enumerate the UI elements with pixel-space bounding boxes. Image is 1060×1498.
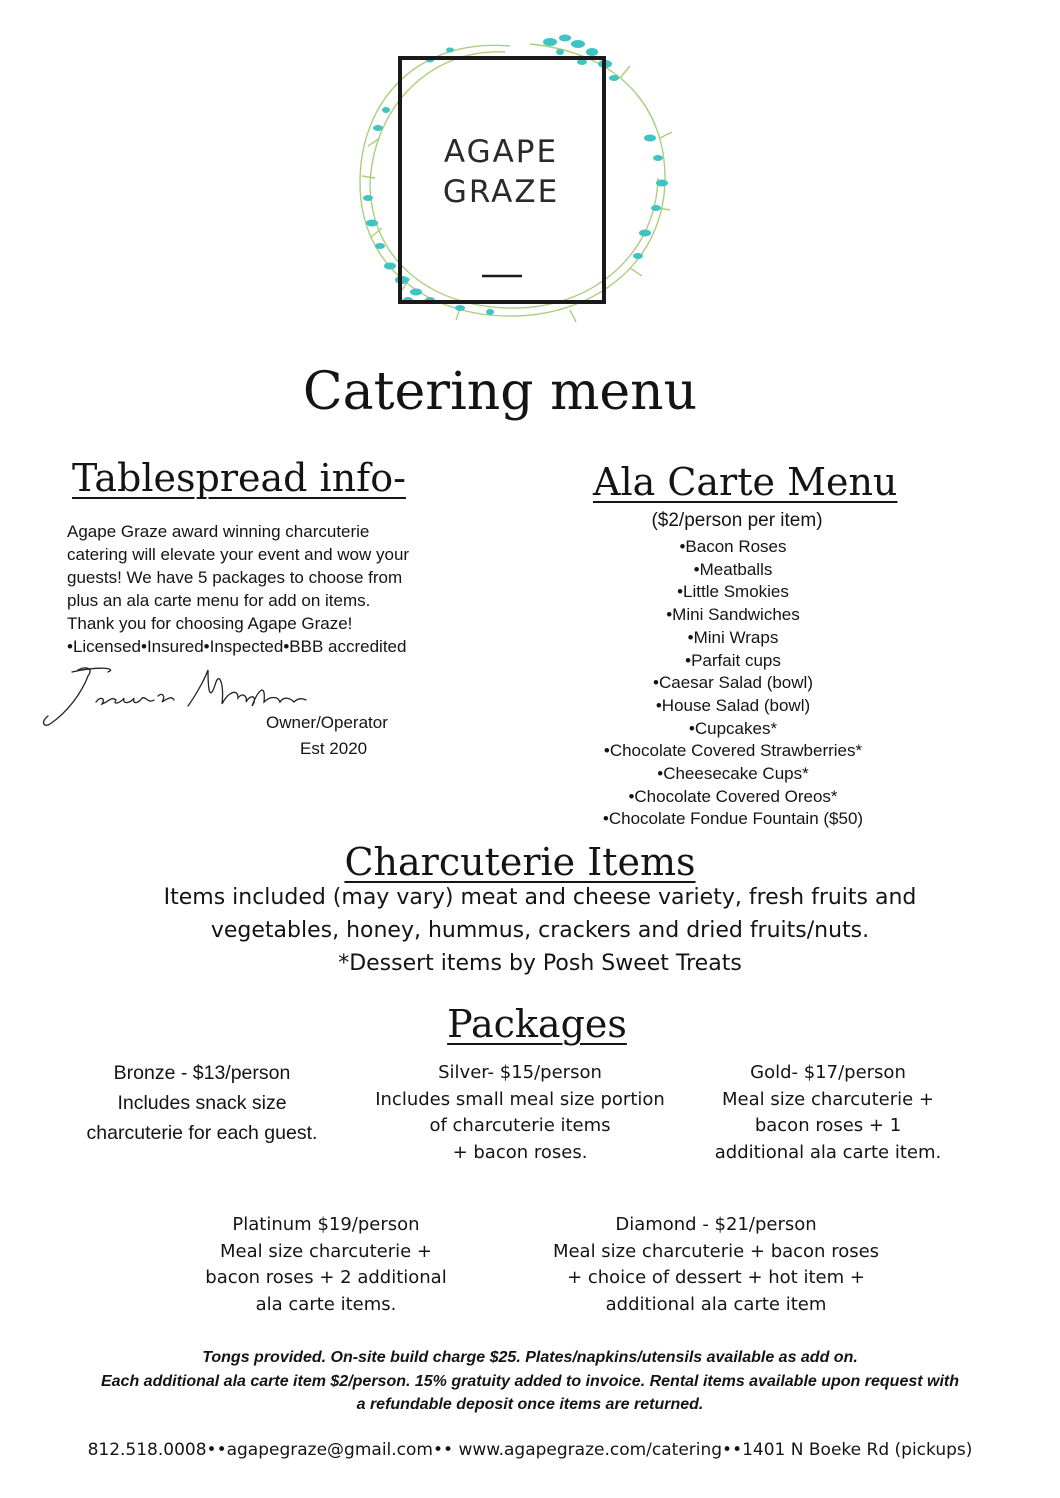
list-item: •Mini Wraps (687, 627, 779, 647)
charcuterie-heading: Charcuterie Items (344, 840, 696, 884)
package-title: Silver- $15/person (438, 1062, 602, 1083)
package-line: + bacon roses. (452, 1141, 588, 1163)
package-title: Diamond - $21/person (615, 1214, 817, 1235)
alacarte-heading: Ala Carte Menu (593, 460, 898, 504)
tablespread-description (67, 520, 487, 658)
package-platinum (186, 1212, 466, 1318)
tablespread-line: plus an ala carte menu for add on items. (67, 591, 371, 610)
package-line: bacon roses + 2 additional (205, 1267, 447, 1288)
packages-heading: Packages (447, 1002, 627, 1046)
tablespread-line: Agape Graze award winning charcuterie (67, 522, 370, 541)
charcuterie-line: vegetables, honey, hummus, crackers and dried fruits/nuts. (210, 918, 870, 943)
package-line: + choice of dessert + hot item + (567, 1267, 865, 1288)
list-item: •House Salad (bowl) (655, 695, 811, 715)
tablespread-line: •Licensed•Insured•Inspected•BBB accredited (67, 637, 407, 656)
package-line: Includes snack size (117, 1092, 287, 1114)
charcuterie-description (110, 881, 970, 980)
owner-established: Est 2020 (300, 739, 368, 758)
list-item: •Little Smokies (677, 582, 789, 602)
tablespread-line: Thank you for choosing Agape Graze! (67, 614, 353, 633)
list-item: •Mini Sandwiches (666, 605, 800, 625)
alacarte-list (560, 536, 906, 831)
logo-line-1: AGAPE (443, 134, 559, 170)
list-item: •Caesar Salad (bowl) (653, 673, 813, 693)
package-gold (690, 1060, 966, 1166)
list-item: •Cupcakes* (688, 718, 778, 738)
note-line: Each additional ala carte item $2/person. 15% gratuity added to invoice. Rental items available upon request with (100, 1372, 959, 1390)
tablespread-line: guests! We have 5 packages to choose from (67, 568, 403, 587)
logo-wordmark (398, 132, 604, 212)
charcuterie-line: Items included (may vary) meat and cheese variety, fresh fruits and (163, 885, 917, 910)
package-line: Meal size charcuterie + (219, 1240, 433, 1262)
tablespread-line: catering will elevate your event and wow your (67, 545, 410, 564)
terms-notes (0, 1346, 1060, 1417)
tablespread-heading: Tablespread info- (72, 456, 406, 500)
list-item: •Meatballs (693, 559, 773, 579)
alacarte-price: ($2/person per item) (651, 510, 823, 531)
package-line: ala carte items. (255, 1293, 397, 1315)
charcuterie-line: *Dessert items by Posh Sweet Treats (338, 951, 742, 976)
list-item: •Parfait cups (685, 650, 781, 670)
logo-line-2: GRAZE (442, 174, 560, 210)
contact-footer: 812.518.0008••agapegraze@gmail.com•• www.agapegraze.com/catering••1401 N Boeke Rd (pickups) (87, 1440, 973, 1460)
package-title: Bronze - $13/person (113, 1062, 291, 1084)
list-item: •Chocolate Covered Strawberries* (603, 741, 863, 761)
list-item: •Bacon Roses (679, 537, 787, 556)
package-title: Gold- $17/person (750, 1062, 906, 1083)
package-line: Meal size charcuterie + bacon roses (552, 1240, 880, 1262)
owner-role: Owner/Operator (266, 713, 388, 732)
package-line: of charcuterie items (429, 1115, 611, 1136)
package-line: charcuterie for each guest. (86, 1122, 318, 1144)
note-line: a refundable deposit once items are returned. (356, 1396, 704, 1413)
note-line: Tongs provided. On-site build charge $25. Plates/napkins/utensils available as add on. (202, 1349, 858, 1366)
package-line: additional ala carte item. (714, 1141, 942, 1163)
list-item: •Chocolate Fondue Fountain ($50) (602, 809, 864, 829)
package-line: Meal size charcuterie + (721, 1088, 935, 1110)
package-silver (355, 1060, 685, 1166)
package-line: additional ala carte item (605, 1293, 827, 1315)
list-item: •Chocolate Covered Oreos* (628, 786, 838, 806)
package-bronze (62, 1058, 342, 1148)
package-diamond (528, 1212, 904, 1318)
package-line: Includes small meal size portion (375, 1088, 665, 1110)
list-item: •Cheesecake Cups* (657, 764, 809, 784)
package-line: bacon roses + 1 (754, 1115, 902, 1136)
page-title: Catering menu (302, 362, 698, 422)
package-title: Platinum $19/person (232, 1214, 420, 1235)
